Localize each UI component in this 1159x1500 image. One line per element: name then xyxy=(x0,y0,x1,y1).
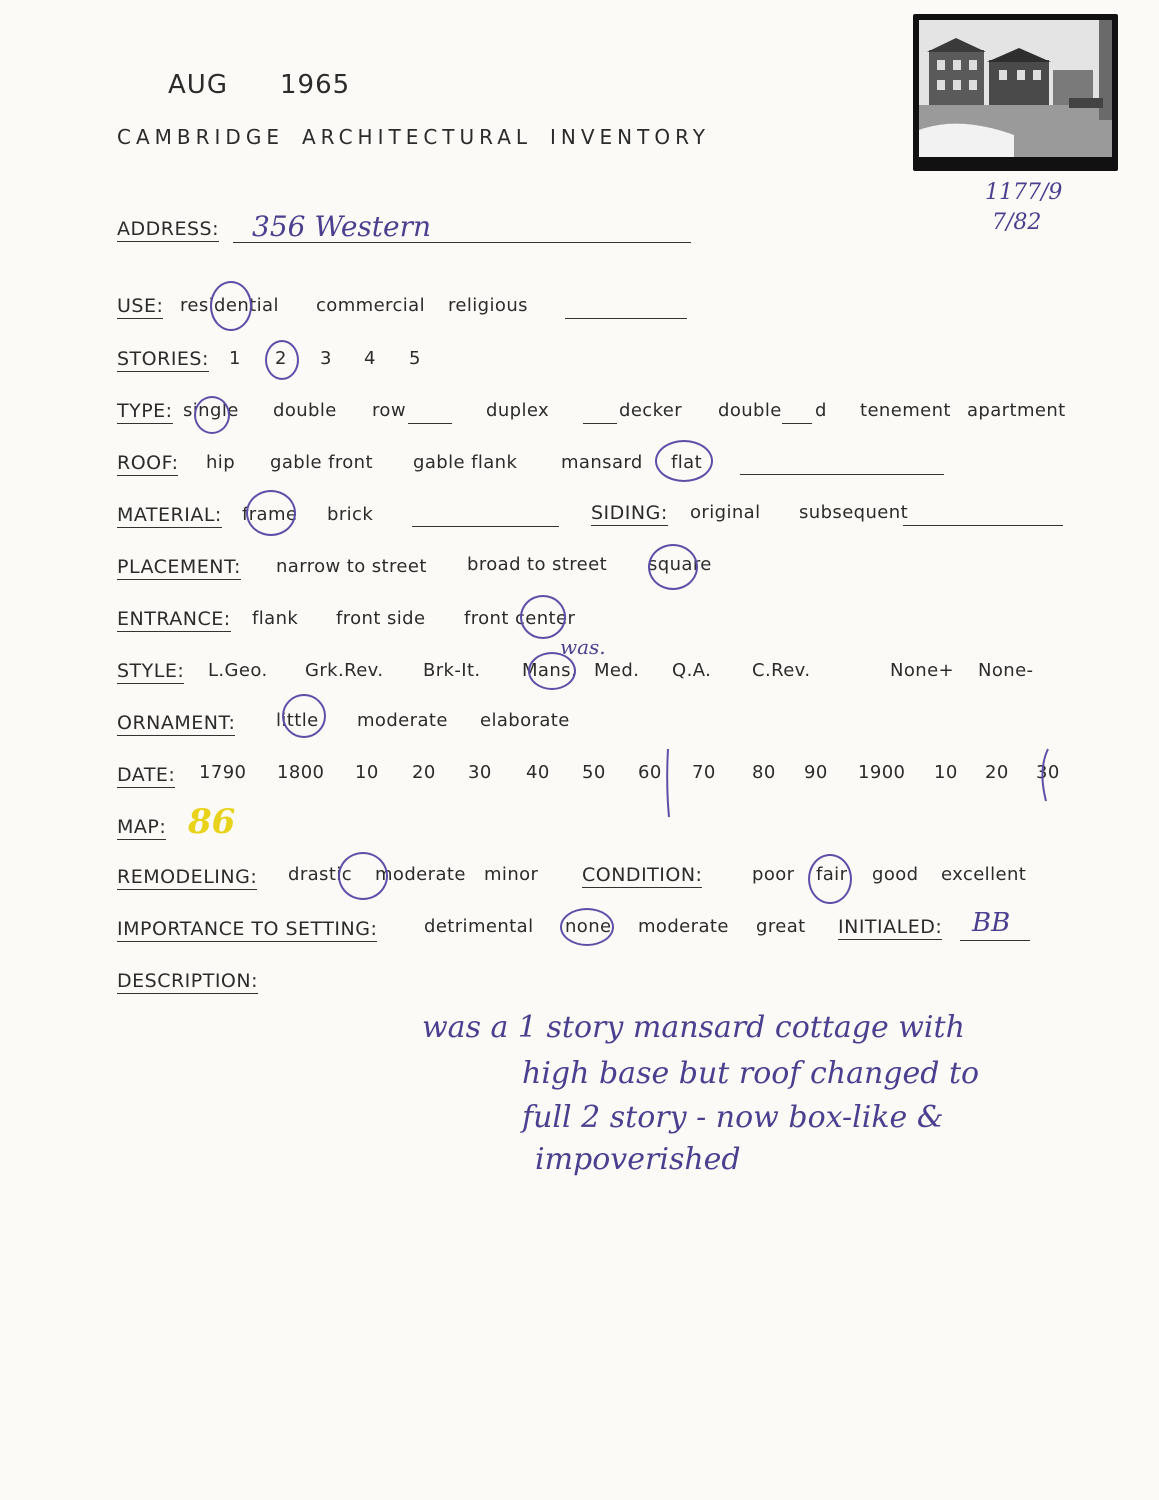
stories-label: STORIES: xyxy=(117,348,209,370)
type-single: single xyxy=(183,400,239,421)
ornament-circle-mark xyxy=(282,694,326,738)
year: 1965 xyxy=(280,70,351,100)
material-label: MATERIAL: xyxy=(117,504,222,526)
description-line-4: impoverished xyxy=(535,1142,741,1177)
building-photo xyxy=(913,14,1118,171)
month: AUG xyxy=(168,70,228,100)
style-qa: Q.A. xyxy=(672,660,712,681)
roof-gable-front: gable front xyxy=(270,452,373,473)
use-label: USE: xyxy=(117,295,164,317)
material-frame: frame xyxy=(242,504,298,525)
use-residential: residential xyxy=(180,295,279,316)
reference-date: 7/82 xyxy=(992,210,1042,235)
importance-none: none xyxy=(565,916,612,937)
entrance-circle-mark xyxy=(520,595,566,639)
entrance-flank: flank xyxy=(252,608,299,629)
type-decker: decker xyxy=(619,400,683,421)
map-label: MAP: xyxy=(117,816,167,838)
style-grkrev: Grk.Rev. xyxy=(305,660,384,681)
placement-broad: broad to street xyxy=(467,554,608,575)
map-value: 86 xyxy=(188,802,236,842)
date-1910: 10 xyxy=(934,762,958,783)
style-mans: Mans. xyxy=(522,660,578,681)
stories-circle-mark xyxy=(265,340,299,380)
stories-4: 4 xyxy=(364,348,376,369)
condition-excellent: excellent xyxy=(941,864,1027,885)
date-1790: 1790 xyxy=(199,762,247,783)
date-90: 90 xyxy=(804,762,828,783)
ornament-elaborate: elaborate xyxy=(480,710,570,731)
use-circle-mark xyxy=(210,281,252,331)
stories-5: 5 xyxy=(409,348,421,369)
roof-circle-mark xyxy=(655,440,713,482)
type-double-d-line xyxy=(782,423,812,424)
type-duplex: duplex xyxy=(486,400,550,421)
address-label: ADDRESS: xyxy=(117,218,219,240)
title-word-3: INVENTORY xyxy=(550,125,710,149)
style-crev: C.Rev. xyxy=(752,660,811,681)
entrance-label: ENTRANCE: xyxy=(117,608,231,630)
roof-other-line xyxy=(740,474,944,475)
date-30: 30 xyxy=(468,762,492,783)
date-1920: 20 xyxy=(985,762,1009,783)
date-10: 10 xyxy=(355,762,379,783)
initialed-line xyxy=(960,940,1030,941)
roof-flat: flat xyxy=(671,452,703,473)
description-line-3: full 2 story - now box-like & xyxy=(522,1100,944,1135)
condition-label: CONDITION: xyxy=(582,864,703,886)
date-80: 80 xyxy=(752,762,776,783)
stories-1: 1 xyxy=(229,348,241,369)
placement-narrow: narrow to street xyxy=(276,556,427,577)
remodeling-circle-mark xyxy=(338,852,388,900)
style-handwritten-note: was. xyxy=(560,635,606,659)
style-none-minus: None- xyxy=(978,660,1034,681)
roof-gable-flank: gable flank xyxy=(413,452,518,473)
condition-poor: poor xyxy=(752,864,795,885)
style-brkit: Brk-It. xyxy=(423,660,481,681)
roof-hip: hip xyxy=(206,452,236,473)
style-label: STYLE: xyxy=(117,660,185,682)
title-word-2: ARCHITECTURAL xyxy=(302,125,533,149)
date-70: 70 xyxy=(692,762,716,783)
importance-label: IMPORTANCE TO SETTING: xyxy=(117,918,378,940)
condition-circle-mark xyxy=(808,854,852,904)
roof-mansard: mansard xyxy=(561,452,643,473)
use-other-line xyxy=(565,318,687,319)
use-commercial: commercial xyxy=(316,295,425,316)
importance-great: great xyxy=(756,916,806,937)
house-photo-image xyxy=(919,20,1112,157)
ornament-little: little xyxy=(276,710,319,731)
reference-number: 1177/9 xyxy=(985,180,1063,205)
type-tenement: tenement xyxy=(860,400,951,421)
placement-label: PLACEMENT: xyxy=(117,556,241,578)
ornament-moderate: moderate xyxy=(357,710,448,731)
material-brick: brick xyxy=(327,504,374,525)
siding-original: original xyxy=(690,502,761,523)
type-double: double xyxy=(273,400,337,421)
importance-moderate: moderate xyxy=(638,916,729,937)
date-1930: 30 xyxy=(1036,762,1060,783)
type-decker-line xyxy=(583,423,617,424)
remodeling-label: REMODELING: xyxy=(117,866,258,888)
date-40: 40 xyxy=(526,762,550,783)
entrance-front-center: front center xyxy=(464,608,576,629)
initialed-value: BB xyxy=(972,908,1011,938)
date-60: 60 xyxy=(638,762,662,783)
importance-detrimental: detrimental xyxy=(424,916,534,937)
condition-fair: fair xyxy=(816,864,848,885)
address-value: 356 Western xyxy=(252,210,432,243)
type-apartment: apartment xyxy=(967,400,1066,421)
siding-other-line xyxy=(903,525,1063,526)
remodeling-minor: minor xyxy=(484,864,539,885)
type-label: TYPE: xyxy=(117,400,173,422)
stories-3: 3 xyxy=(320,348,332,369)
description-line-2: high base but roof changed to xyxy=(522,1056,980,1091)
remodeling-moderate: moderate xyxy=(375,864,466,885)
style-circle-mark xyxy=(528,652,576,690)
date-range-mark-end xyxy=(1036,745,1056,805)
date-range-mark-start xyxy=(660,745,680,820)
condition-good: good xyxy=(872,864,919,885)
placement-square: square xyxy=(648,554,712,575)
type-row: row xyxy=(372,400,406,421)
roof-label: ROOF: xyxy=(117,452,179,474)
type-circle-mark xyxy=(194,396,230,434)
title-word-1: CAMBRIDGE xyxy=(117,125,284,149)
material-other-line xyxy=(412,526,559,527)
material-circle-mark xyxy=(246,490,296,536)
stories-2: 2 xyxy=(275,348,287,369)
ornament-label: ORNAMENT: xyxy=(117,712,236,734)
date-1800: 1800 xyxy=(277,762,325,783)
remodeling-drastic: drastic xyxy=(288,864,352,885)
style-none-plus: None+ xyxy=(890,660,955,681)
date-1900: 1900 xyxy=(858,762,906,783)
date-label: DATE: xyxy=(117,764,176,786)
placement-circle-mark xyxy=(648,544,698,590)
date-50: 50 xyxy=(582,762,606,783)
style-lgeo: L.Geo. xyxy=(208,660,268,681)
description-label: DESCRIPTION: xyxy=(117,970,259,992)
type-double-d: double xyxy=(718,400,782,421)
date-20: 20 xyxy=(412,762,436,783)
type-d: d xyxy=(815,400,827,421)
importance-circle-mark xyxy=(560,908,614,946)
type-row-line xyxy=(408,423,452,424)
initialed-label: INITIALED: xyxy=(838,916,943,938)
use-religious: religious xyxy=(448,295,528,316)
siding-subsequent: subsequent xyxy=(799,502,909,523)
entrance-front-side: front side xyxy=(336,608,426,629)
style-med: Med. xyxy=(594,660,640,681)
siding-label: SIDING: xyxy=(591,502,668,524)
description-line-1: was a 1 story mansard cottage with xyxy=(422,1010,965,1045)
